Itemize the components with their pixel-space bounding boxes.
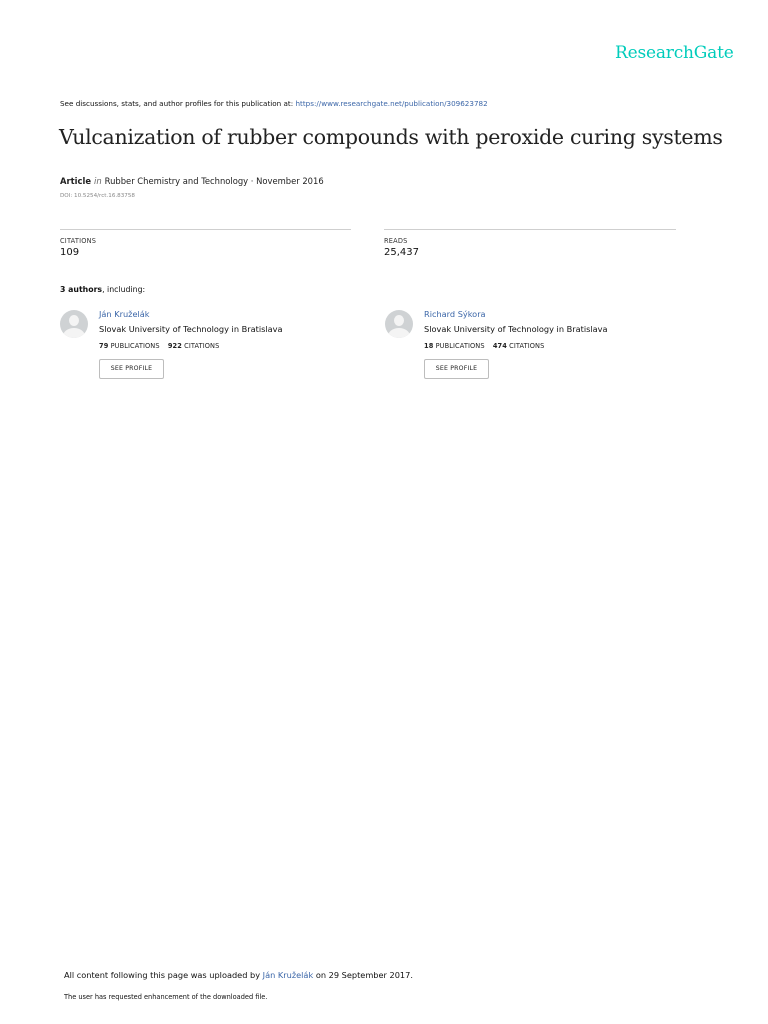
citations-label: CITATIONS [509,342,545,350]
authors-count: 3 authors [60,285,103,294]
author-stats [99,342,219,350]
author-name-link[interactable]: Richard Sýkora [424,309,486,319]
publications-label: PUBLICATIONS [110,342,160,350]
citations-label: CITATIONS [184,342,220,350]
citations-count: 922 [167,342,182,350]
in-word: in [94,176,102,186]
journal-info: Rubber Chemistry and Technology · November 2016 [104,176,324,186]
citations-value: 109 [60,247,80,258]
author-affiliation: Slovak University of Technology in Bratislava [99,324,283,334]
author-stats [424,342,544,350]
publication-url-link[interactable]: https://www.researchgate.net/publication/309623782 [295,99,488,108]
uploader-link[interactable]: Ján Kruželák [262,970,314,980]
doi: DOI: 10.5254/rct.16.83758 [60,193,135,199]
see-profile-button[interactable]: SEE PROFILE [99,359,164,379]
authors-heading [60,285,145,294]
authors-suffix: , including: [102,285,146,294]
citations-divider [60,229,351,230]
avatar-icon[interactable] [60,310,88,338]
article-type: Article [60,176,92,186]
publications-count: 79 [99,342,109,350]
avatar-icon[interactable] [385,310,413,338]
enhancement-note: The user has requested enhancement of the downloaded file. [64,993,268,1001]
upload-note [64,970,413,980]
reads-value: 25,437 [384,247,419,258]
upload-prefix: All content following this page was uploaded by [64,970,261,980]
article-meta [60,176,324,186]
citations-count: 474 [492,342,507,350]
upload-suffix: on 29 September 2017. [315,970,413,980]
researchgate-logo[interactable]: ResearchGate [615,43,734,63]
publications-label: PUBLICATIONS [435,342,485,350]
publications-count: 18 [424,342,434,350]
discussion-text: See discussions, stats, and author profiles for this publication at: [60,99,294,108]
page-title: Vulcanization of rubber compounds with peroxide curing systems [59,125,723,149]
author-affiliation: Slovak University of Technology in Bratislava [424,324,608,334]
see-profile-button[interactable]: SEE PROFILE [424,359,489,379]
reads-divider [384,229,676,230]
citations-label: CITATIONS [60,237,97,245]
discussion-line [60,99,488,108]
author-name-link[interactable]: Ján Kruželák [99,309,150,319]
reads-label: READS [384,237,408,245]
